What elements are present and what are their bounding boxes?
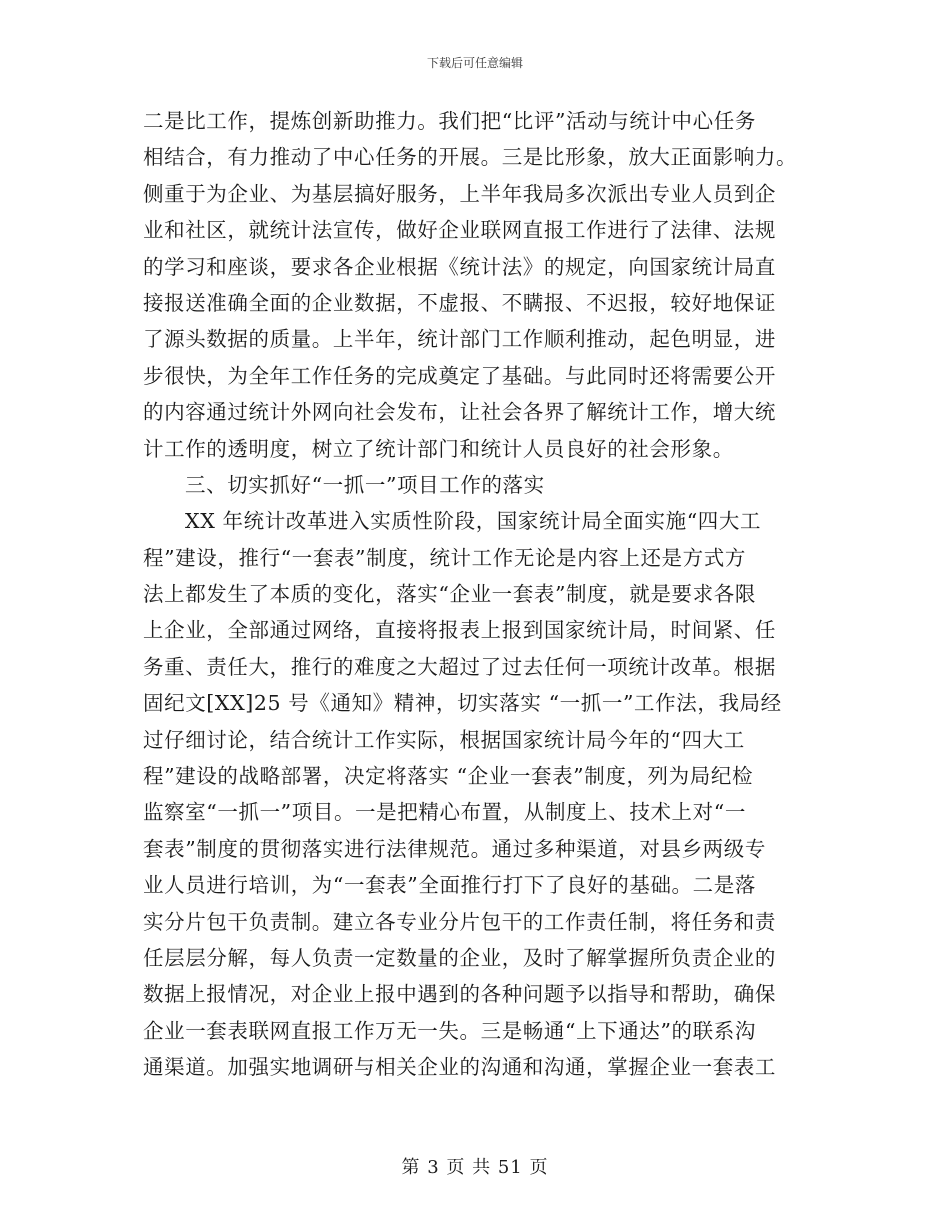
body-line: XX 年统计改革进入实质性阶段，国家统计局全面实施“四大工 bbox=[185, 509, 762, 534]
body-line: 法上都发生了本质的变化，落实“企业一套表”制度，就是要求各限 bbox=[143, 582, 756, 607]
body-line: 业人员进行培训，为“一套表”全面推行打下了良好的基础。二是落 bbox=[143, 873, 756, 898]
body-line: 务重、责任大，推行的难度之大超过了过去任何一项统计改革。根据 bbox=[143, 654, 776, 679]
page-footer: 第 3 页 共 51 页 bbox=[401, 1157, 549, 1178]
body-line: 数据上报情况，对企业上报中遇到的各种问题予以指导和帮助，确保 bbox=[143, 982, 776, 1007]
body-line: 套表”制度的贯彻落实进行法律规范。通过多种渠道，对县乡两级专 bbox=[143, 836, 766, 861]
section-heading: 三、切实抓好“一抓一”项目工作的落实 bbox=[185, 472, 545, 497]
body-line: 计工作的透明度，树立了统计部门和统计人员良好的社会形象。 bbox=[143, 436, 734, 461]
body-line: 实分片包干负责制。建立各专业分片包干的工作责任制，将任务和责 bbox=[143, 909, 776, 934]
body-line: 业和社区，就统计法宣传，做好企业联网直报工作进行了法律、法规 bbox=[143, 218, 776, 243]
body-line: 的内容通过统计外网向社会发布，让社会各界了解统计工作，增大统 bbox=[143, 400, 776, 425]
body-line: 二是比工作，提炼创新助推力。我们把“比评”活动与统计中心任务 bbox=[143, 109, 756, 133]
body-line: 通渠道。加强实地调研与相关企业的沟通和沟通，掌握企业一套表工 bbox=[143, 1055, 776, 1080]
body-line: 监察室“一抓一”项目。一是把精心布置，从制度上、技术上对“一 bbox=[143, 800, 746, 825]
body-line: 企业一套表联网直报工作万无一失。三是畅通“上下通达”的联系沟 bbox=[143, 1018, 756, 1043]
body-line: 任层层分解，每人负责一定数量的企业，及时了解掌握所负责企业的 bbox=[143, 945, 776, 970]
body-line: 接报送准确全面的企业数据，不虚报、不瞒报、不迟报，较好地保证 bbox=[143, 290, 776, 315]
page-header: 下载后可任意编辑 bbox=[426, 56, 523, 70]
body-line: 程”建设，推行“一套表”制度，统计工作无论是内容上还是方式方 bbox=[143, 545, 746, 570]
body-line: 了源头数据的质量。上半年，统计部门工作顺利推动，起色明显，进 bbox=[143, 327, 776, 352]
body-line: 过仔细讨论，结合统计工作实际，根据国家统计局今年的“四大工 bbox=[143, 727, 745, 752]
document-body bbox=[143, 103, 808, 1086]
body-line: 的学习和座谈，要求各企业根据《统计法》的规定，向国家统计局直 bbox=[143, 254, 776, 279]
body-line: 步很快，为全年工作任务的完成奠定了基础。与此同时还将需要公开 bbox=[143, 363, 776, 388]
body-line: 固纪文[XX]25 号《通知》精神，切实落实 “一抓一”工作法，我局经 bbox=[143, 691, 782, 716]
body-line: 侧重于为企业、为基层搞好服务，上半年我局多次派出专业人员到企 bbox=[143, 181, 776, 206]
body-line: 上企业，全部通过网络，直接将报表上报到国家统计局，时间紧、任 bbox=[143, 618, 776, 643]
body-line: 相结合，有力推动了中心任务的开展。三是比形象，放大正面影响力。 bbox=[143, 145, 798, 170]
body-line: 程”建设的战略部署，决定将落实 “企业一套表”制度，列为局纪检 bbox=[143, 764, 754, 789]
